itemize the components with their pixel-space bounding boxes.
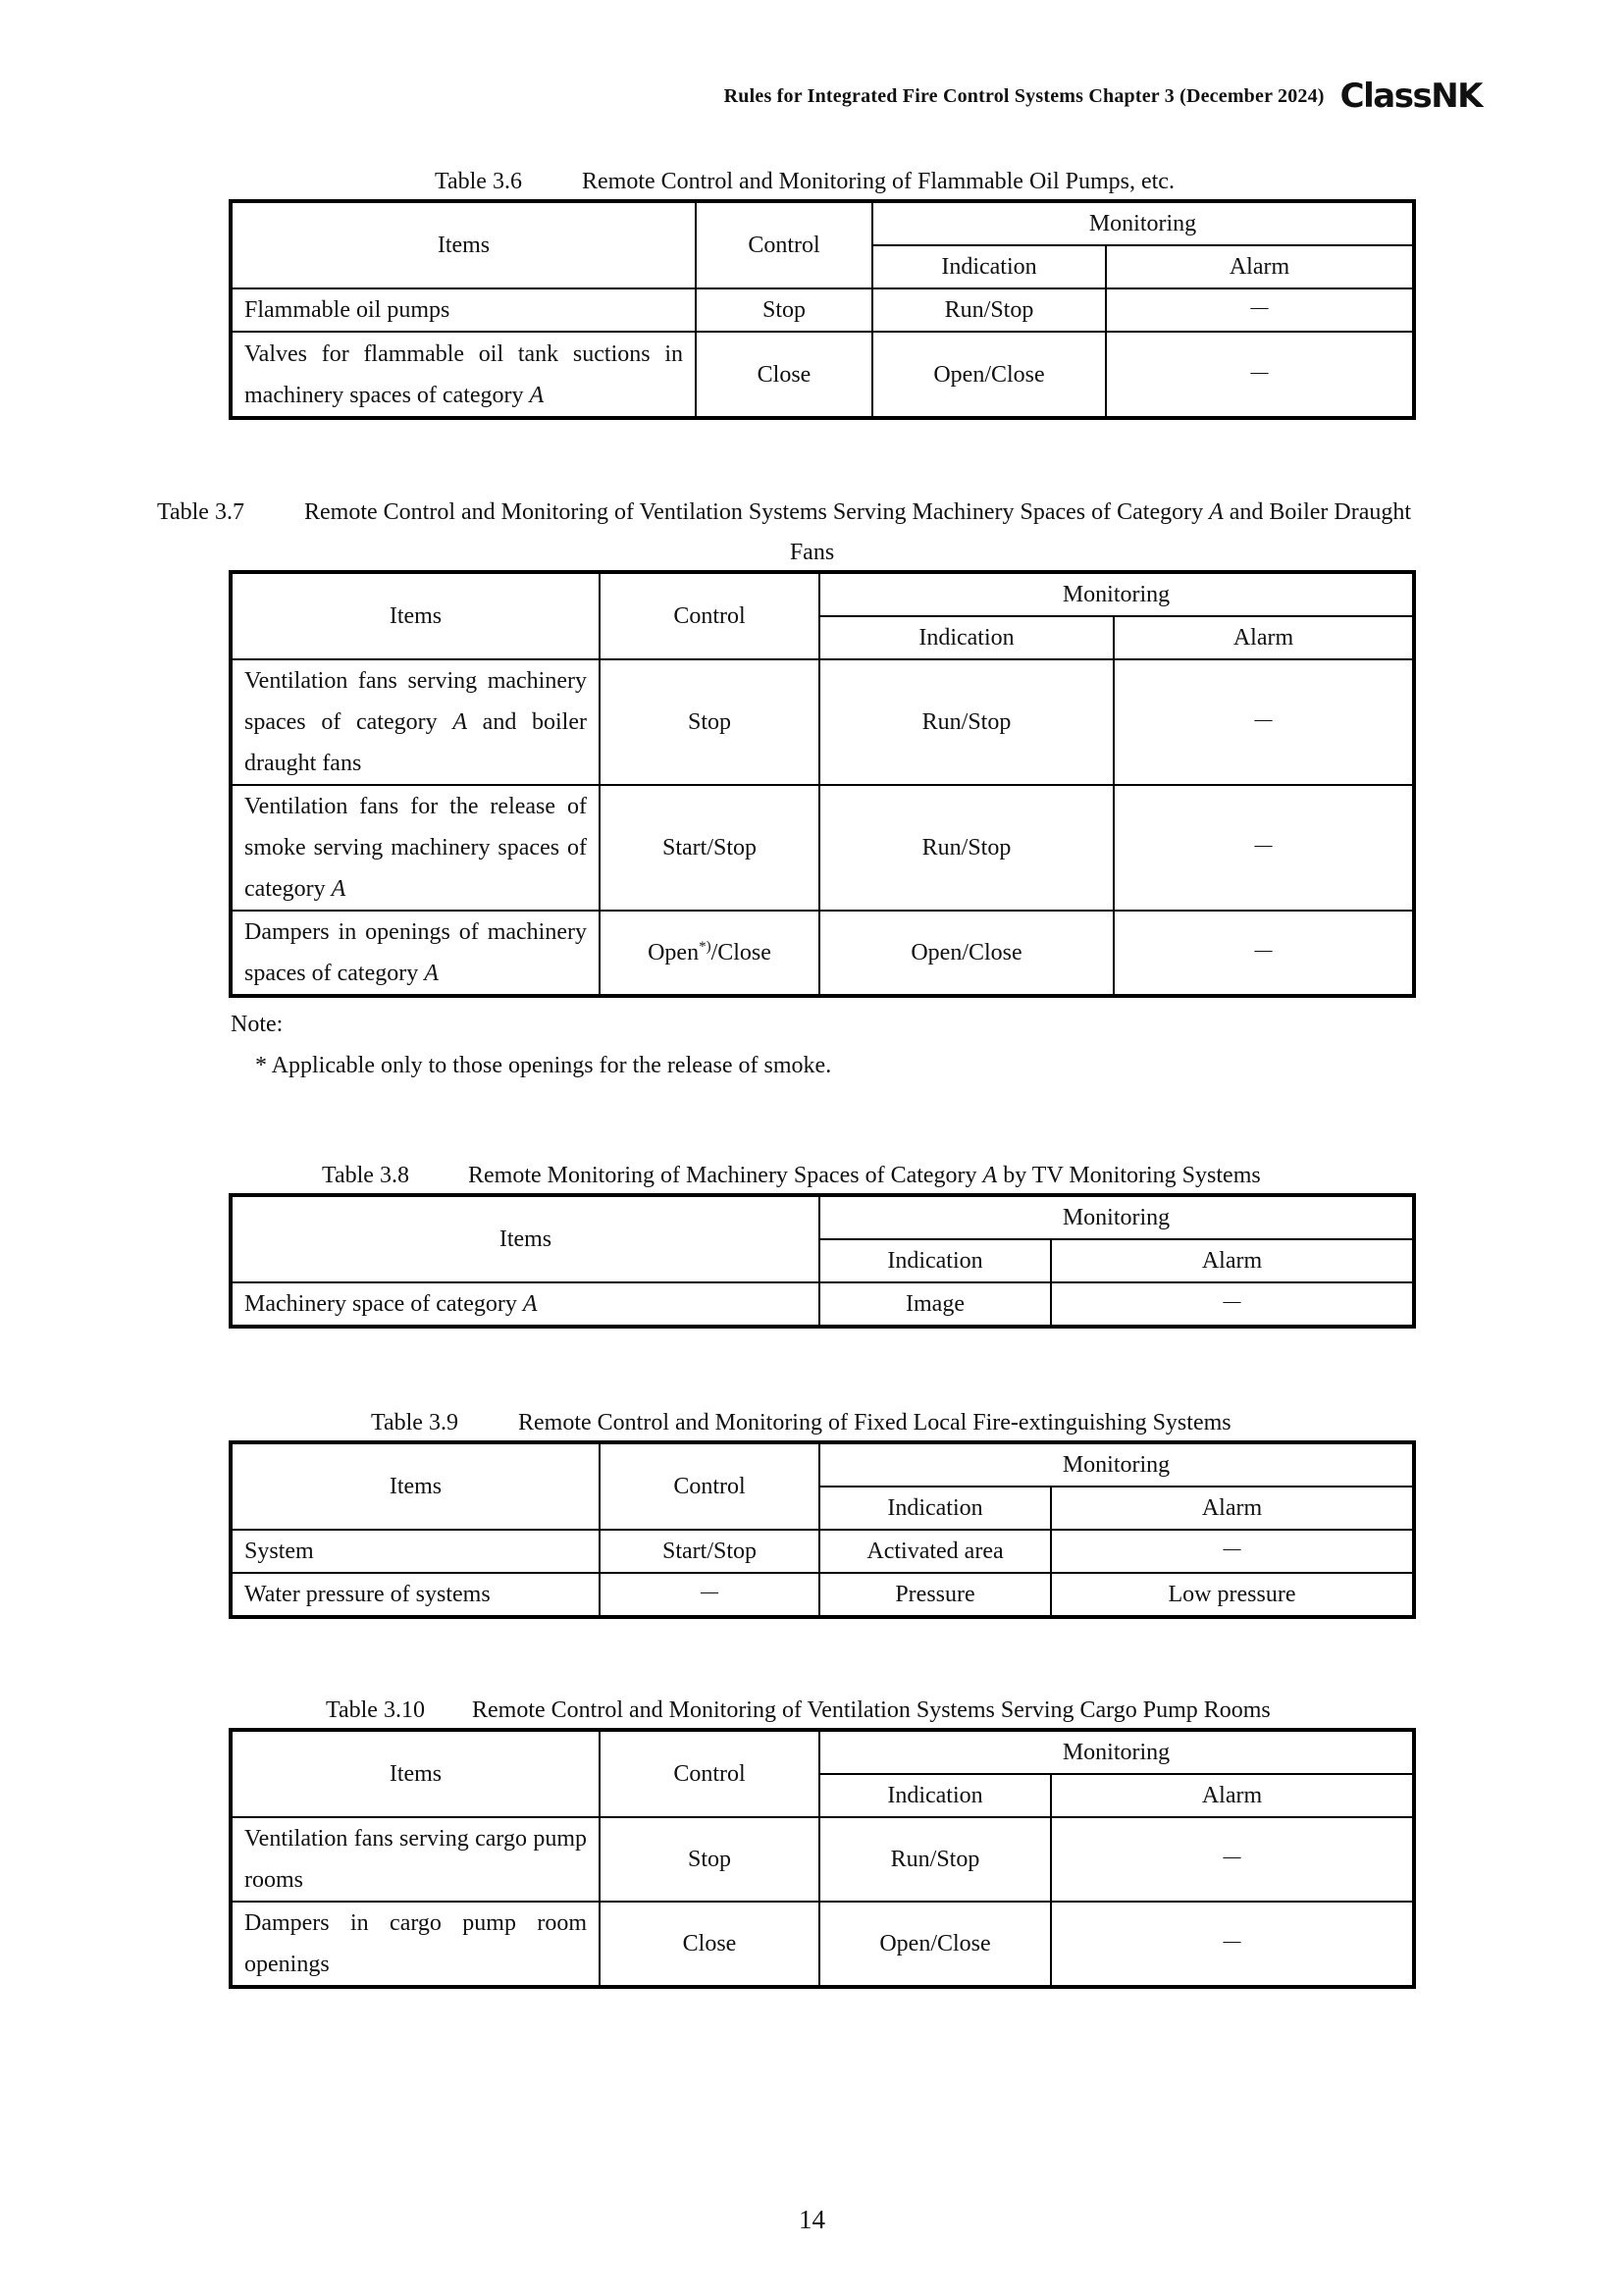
table-row: Ventilation fans serving machinery spaces of category A and boiler draught fans Stop Run/Stop －: [231, 659, 1414, 785]
table-row: Ventilation fans serving cargo pump rooms Stop Run/Stop －: [231, 1817, 1414, 1902]
table-3-9: [229, 1440, 1416, 1619]
table-row: Water pressure of systems － Pressure Low pressure: [231, 1573, 1414, 1617]
note-label: Note:: [231, 1012, 284, 1037]
col-header-items: Items: [231, 201, 696, 288]
table-row: Machinery space of category A Image －: [231, 1282, 1414, 1327]
table-row: Dampers in cargo pump room openings Close Open/Close －: [231, 1902, 1414, 1987]
col-header-alarm: Alarm: [1051, 1487, 1414, 1530]
col-header-monitoring: Monitoring: [872, 201, 1414, 245]
col-header-monitoring: Monitoring: [819, 1442, 1414, 1487]
col-header-alarm: Alarm: [1106, 245, 1414, 288]
classnk-logo: ClassNK: [1339, 77, 1482, 116]
table-3-9-caption: Table 3.9 Remote Control and Monitoring of Fixed Local Fire-extinguishing Systems: [371, 1410, 1231, 1435]
col-header-monitoring: Monitoring: [819, 572, 1414, 616]
table-3-8: [229, 1193, 1416, 1329]
col-header-items: Items: [231, 572, 600, 659]
col-header-control: Control: [600, 1442, 819, 1530]
col-header-monitoring: Monitoring: [819, 1730, 1414, 1774]
page-header: [724, 77, 1482, 116]
table-3-6-caption: Table 3.6 Remote Control and Monitoring of Flammable Oil Pumps, etc.: [435, 169, 1175, 194]
col-header-items: Items: [231, 1730, 600, 1817]
table-row: Ventilation fans for the release of smoke serving machinery spaces of category A Start/Stop Run/Stop －: [231, 785, 1414, 911]
table-3-6: [229, 199, 1416, 420]
table-row: Flammable oil pumps Stop Run/Stop －: [231, 288, 1414, 332]
col-header-alarm: Alarm: [1051, 1774, 1414, 1817]
table-3-7: [229, 570, 1416, 998]
col-header-items: Items: [231, 1195, 819, 1282]
col-header-alarm: Alarm: [1051, 1239, 1414, 1282]
col-header-indication: Indication: [819, 616, 1114, 659]
header-title: Rules for Integrated Fire Control Systems Chapter 3 (December 2024): [723, 84, 1325, 107]
col-header-monitoring: Monitoring: [819, 1195, 1414, 1239]
table-row: Dampers in openings of machinery spaces of category A Open*)/Close Open/Close －: [231, 911, 1414, 996]
col-header-items: Items: [231, 1442, 600, 1530]
col-header-indication: Indication: [819, 1487, 1051, 1530]
table-row: Valves for flammable oil tank suctions in machinery spaces of category A Close Open/Close －: [231, 332, 1414, 418]
table-3-7-caption: Table 3.7 Remote Control and Monitoring of Ventilation Systems Serving Machinery Spaces of Category A and Boiler Draught: [157, 499, 1412, 525]
page-number: 14: [799, 2205, 825, 2234]
table-3-10: [229, 1728, 1416, 1989]
note-text: * Applicable only to those openings for the release of smoke.: [255, 1053, 832, 1078]
col-header-control: Control: [696, 201, 872, 288]
col-header-control: Control: [600, 572, 819, 659]
table-3-7-caption-line2: Fans: [789, 540, 835, 565]
col-header-control: Control: [600, 1730, 819, 1817]
table-3-10-caption: Table 3.10 Remote Control and Monitoring of Ventilation Systems Serving Cargo Pump Rooms: [326, 1697, 1271, 1723]
col-header-indication: Indication: [872, 245, 1106, 288]
table-row: System Start/Stop Activated area －: [231, 1530, 1414, 1573]
table-3-8-caption: Table 3.8 Remote Monitoring of Machinery Spaces of Category A by TV Monitoring Systems: [322, 1163, 1261, 1188]
col-header-alarm: Alarm: [1114, 616, 1414, 659]
col-header-indication: Indication: [819, 1239, 1051, 1282]
col-header-indication: Indication: [819, 1774, 1051, 1817]
